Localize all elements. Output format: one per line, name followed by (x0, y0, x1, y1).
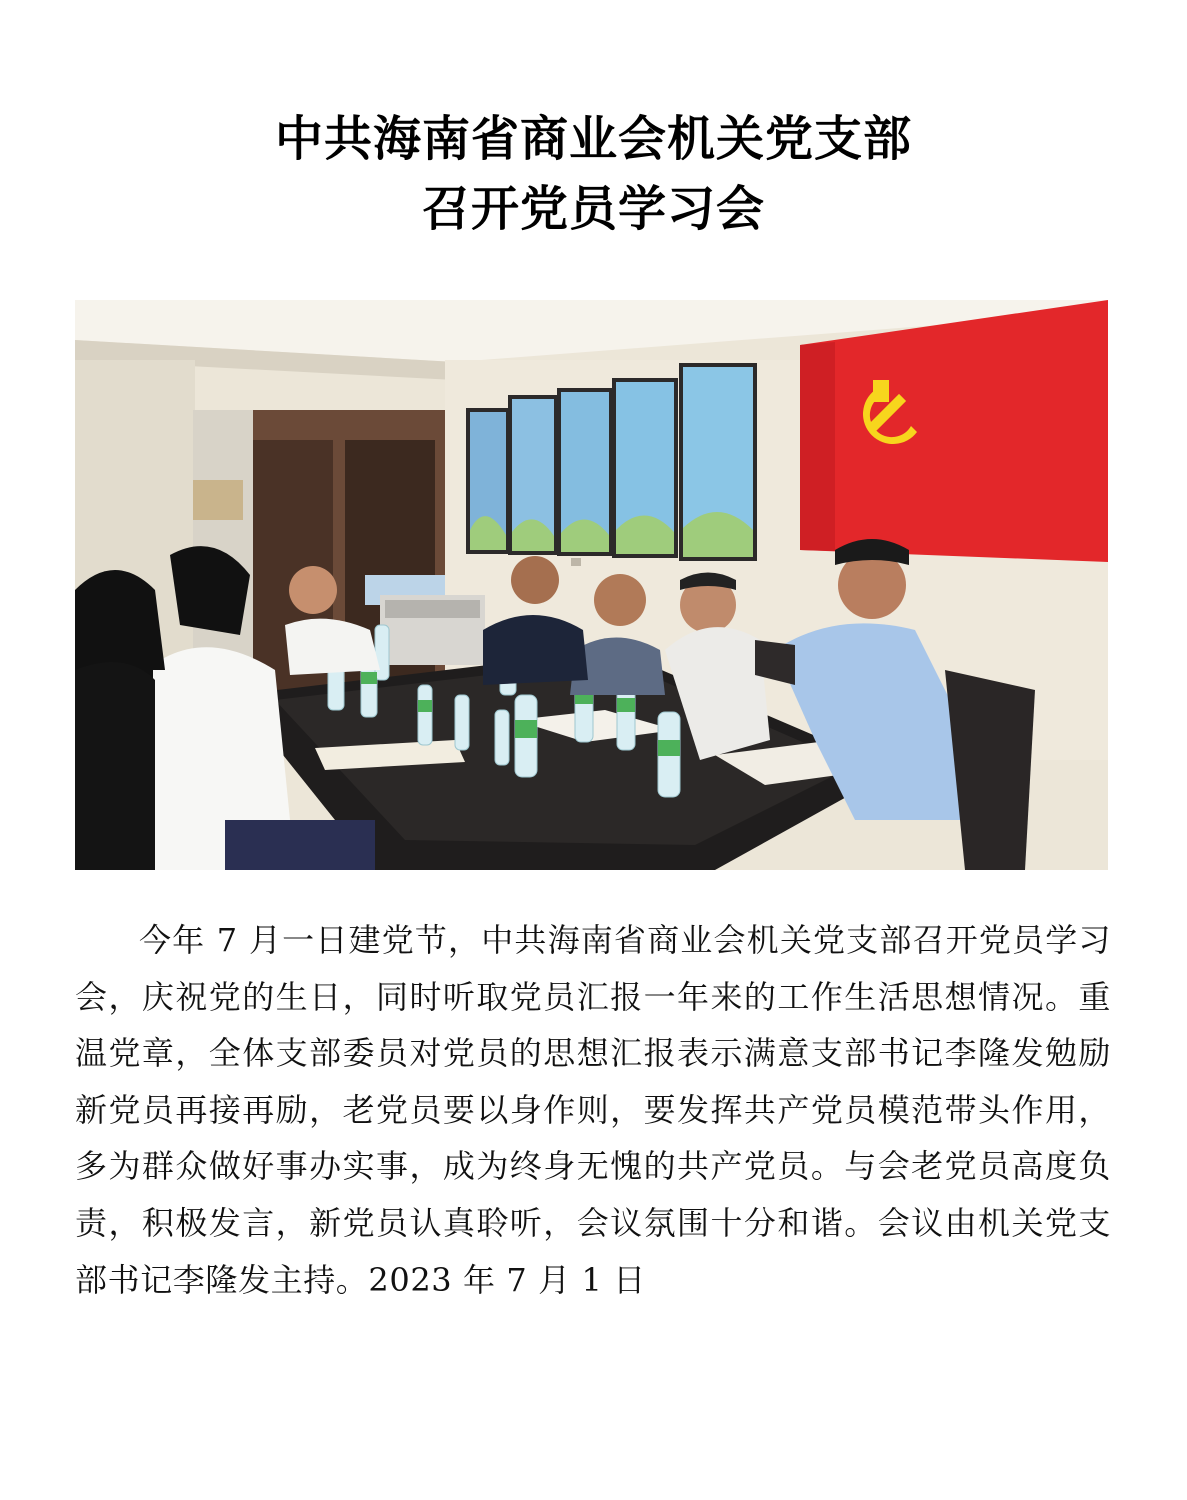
party-flag (800, 300, 1108, 562)
article-paragraph: 今年 7 月一日建党节，中共海南省商业会机关党支部召开党员学习会，庆祝党的生日，同时听取党员汇报一年来的工作生活思想情况。重温党章，全体支部委员对党员的思想汇报表示满意支部书记李隆发勉励新党员再接再励，老党员要以身作则，要发挥共产党员模范带头作用，多为群众做好事办实事，成为终身无愧的共产党员。与会老党员高度负责，积极发言，新党员认真聆听，会议氛围十分和谐。会议由机关党支部书记李隆发主持。2023 年 7 月 1 日 (75, 921, 1111, 1299)
title-line-1: 中共海南省商业会机关党支部 (274, 111, 912, 167)
meeting-photo (75, 300, 1108, 870)
title-line-2: 召开党员学习会 (421, 181, 765, 237)
